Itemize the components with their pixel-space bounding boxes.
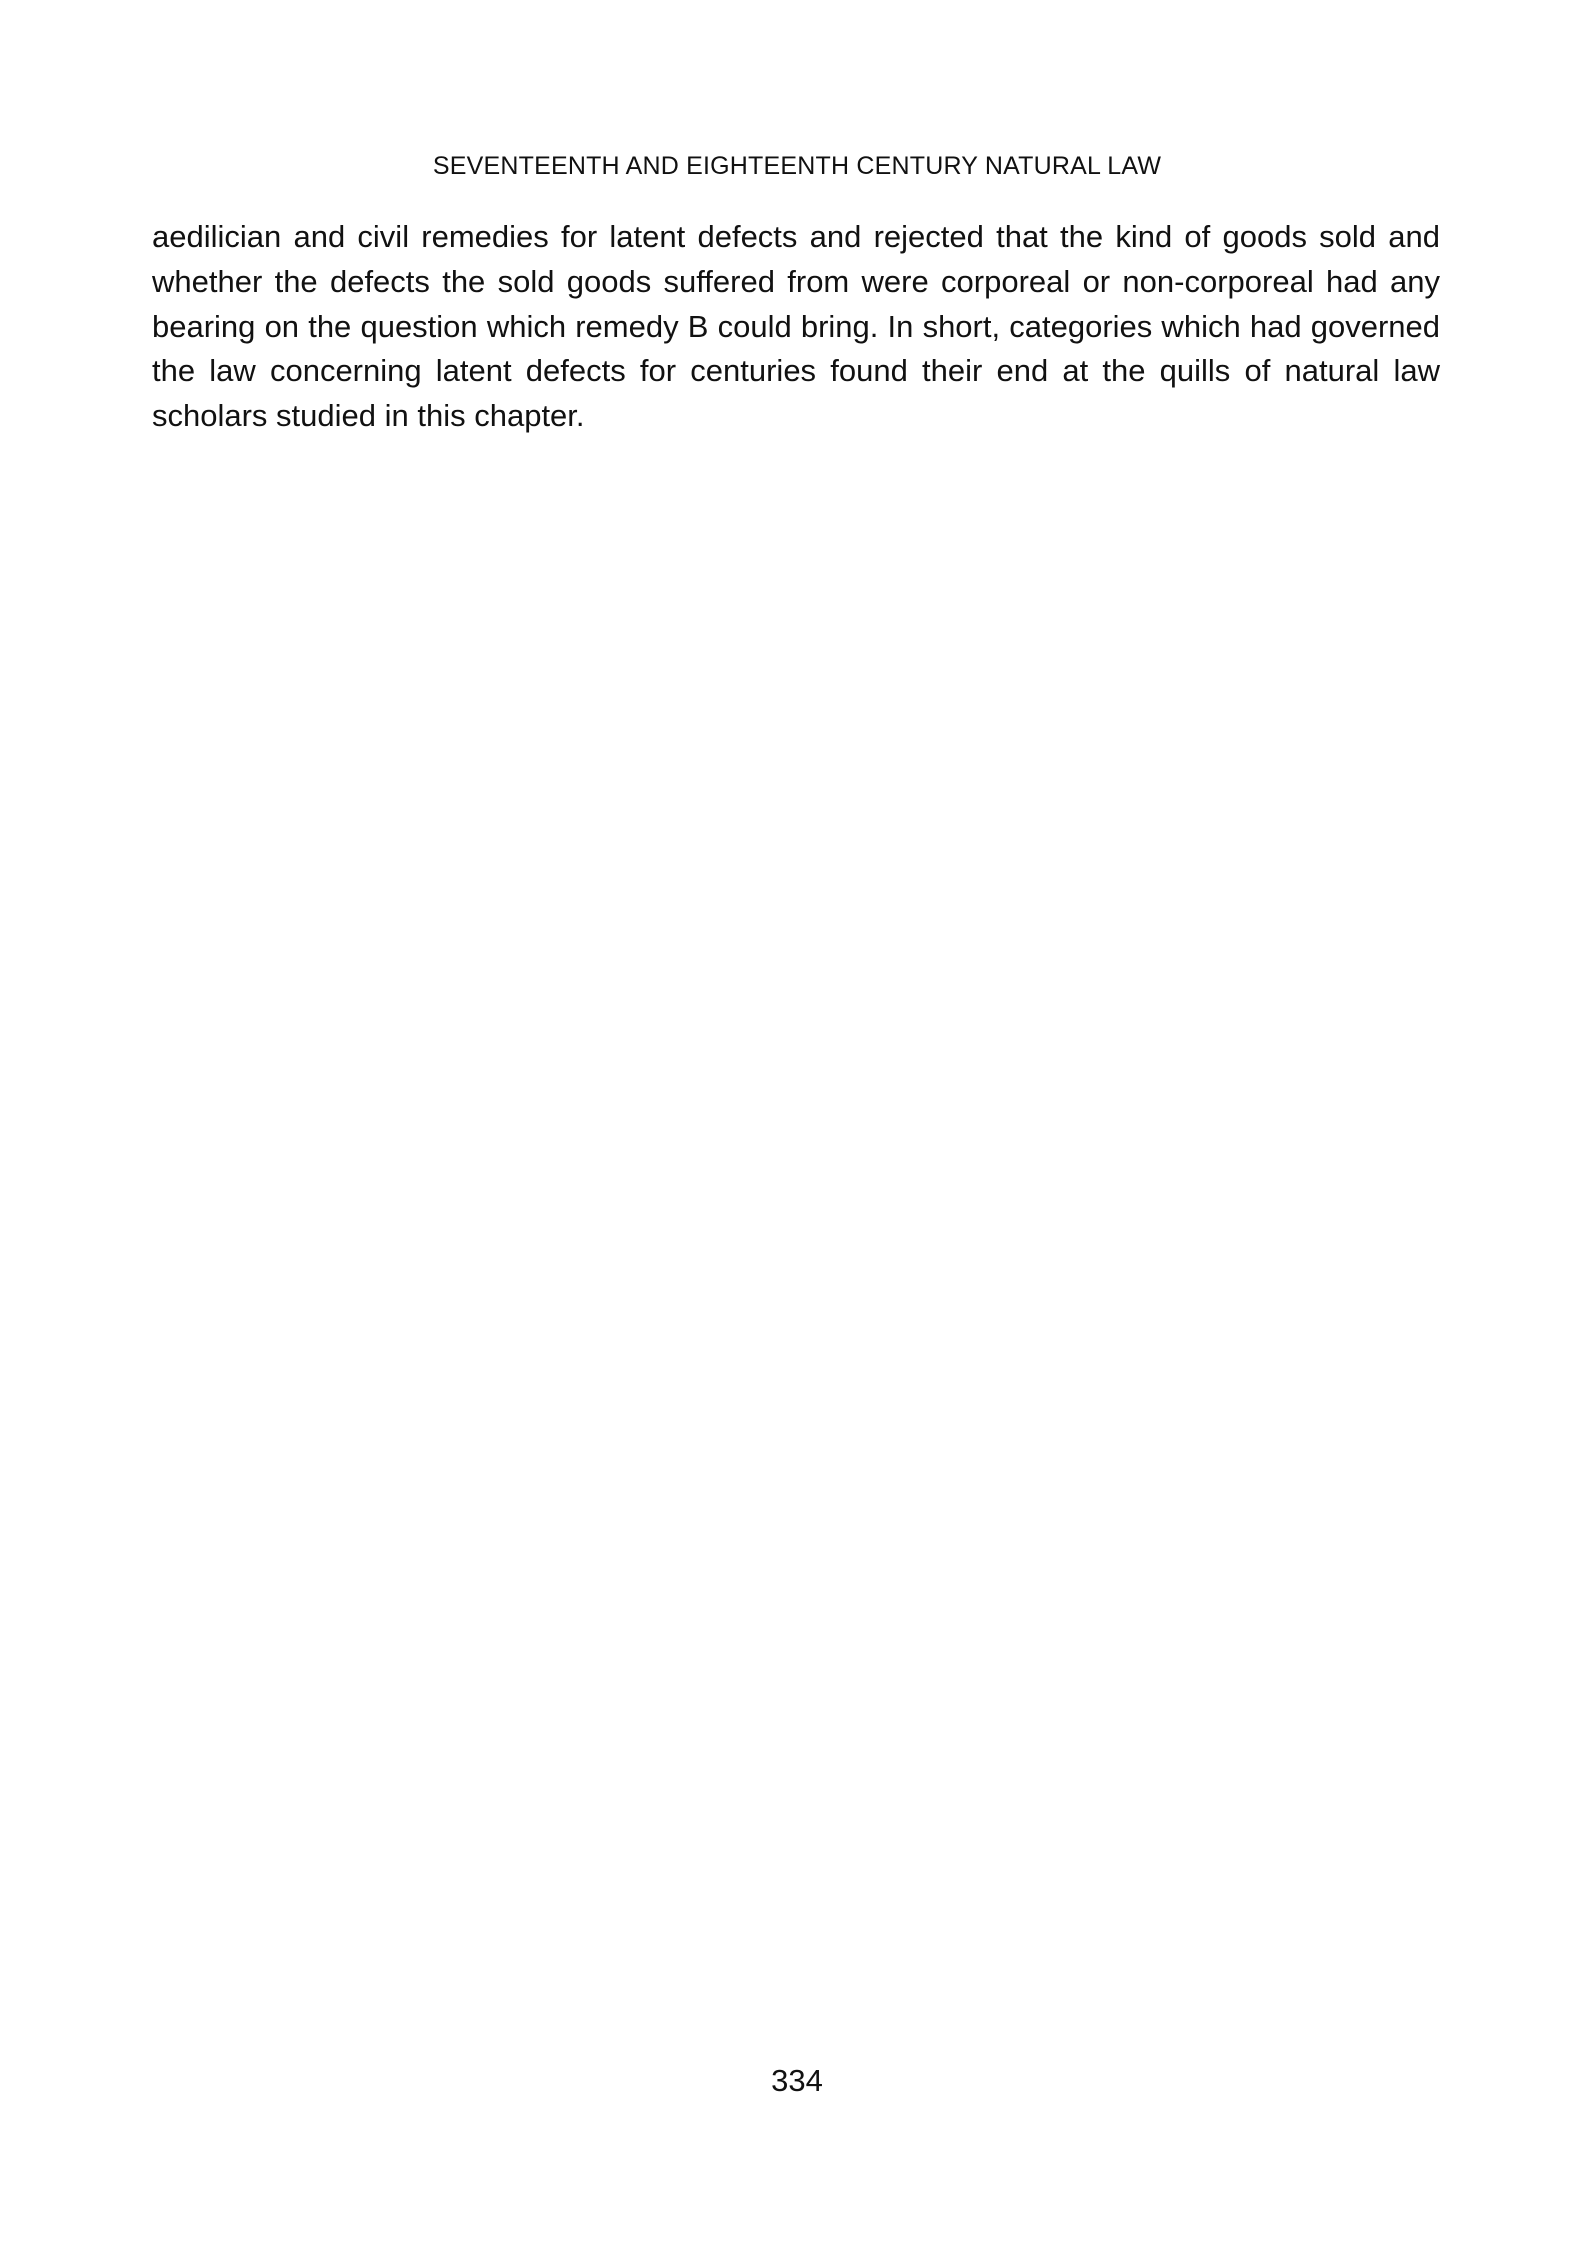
running-head: SEVENTEENTH AND EIGHTEENTH CENTURY NATURAL LAW xyxy=(432,152,1162,180)
page-number: 334 xyxy=(771,2063,823,2098)
body-paragraph: aedilician and civil remedies for latent defects and rejected that the kind of goods sold and whether the defects the sold goods suffered from were corporeal or non-corporeal had any bearing on the question which remedy B could bring. In short, categories which had governed the law concerning latent defects for centuries found their end at the quills of natural law scholars studied in this chapter. xyxy=(152,219,1440,434)
